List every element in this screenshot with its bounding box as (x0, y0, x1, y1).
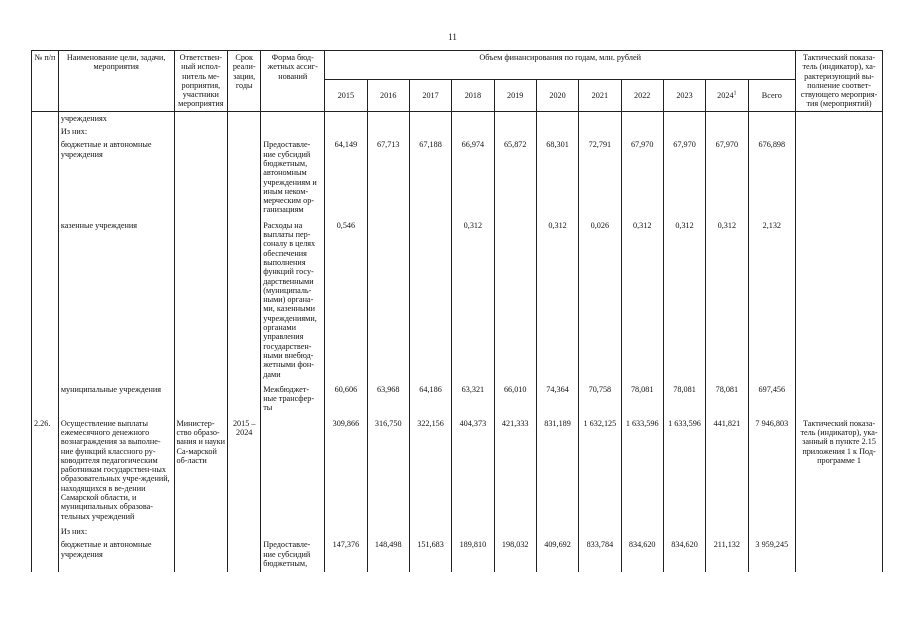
row-value-2015: 0,546 (325, 219, 367, 383)
row-value-2016 (367, 219, 409, 383)
row-value-2018: 66,974 (452, 138, 494, 218)
row-value-2018: 0,312 (452, 219, 494, 383)
row-responsible (174, 111, 228, 125)
row-name: бюджетные и автономные учреждения (58, 138, 174, 218)
row-name: муниципальные учреждения (58, 383, 174, 417)
header-year-2015: 2015 (325, 80, 367, 112)
table-row (32, 525, 883, 538)
row-value-2017 (409, 219, 451, 383)
row-value-2024 (706, 111, 748, 125)
header-indicator: Тактический показа-тель (индикатор), ха-рактеризующий вы-полнение соответ-ствующего мероприя-тия (мероприятий) (796, 51, 883, 112)
row-indicator (796, 525, 883, 538)
table-row (32, 138, 883, 218)
row-value-2021 (579, 125, 621, 138)
row-value-2017 (409, 111, 451, 125)
row-value-2016: 148,498 (367, 538, 409, 572)
row-indicator (796, 219, 883, 383)
row-value-2023: 1 633,596 (663, 417, 705, 525)
row-number (32, 138, 59, 218)
row-value-2017: 322,156 (409, 417, 451, 525)
row-value-2023: 78,081 (663, 383, 705, 417)
row-value-2019 (494, 111, 536, 125)
row-value-2022: 67,970 (621, 138, 663, 218)
table-row (32, 417, 883, 525)
header-term: Срок реали-зации, годы (228, 51, 261, 112)
row-value-2015: 147,376 (325, 538, 367, 572)
row-total: 3 959,245 (748, 538, 796, 572)
row-value-2023: 0,312 (663, 219, 705, 383)
row-value-2023: 67,970 (663, 138, 705, 218)
financing-table (31, 50, 883, 572)
row-number (32, 383, 59, 417)
header-year-2018: 2018 (452, 80, 494, 112)
row-form: Предоставле-ние субсидий бюджетным, (261, 538, 325, 572)
row-value-2020: 831,189 (536, 417, 578, 525)
row-value-2018: 404,373 (452, 417, 494, 525)
table-row (32, 219, 883, 383)
row-value-2023 (663, 111, 705, 125)
row-value-2020 (536, 111, 578, 125)
row-value-2021: 70,758 (579, 383, 621, 417)
row-total (748, 111, 796, 125)
row-value-2019 (494, 525, 536, 538)
row-value-2017: 151,683 (409, 538, 451, 572)
row-value-2024: 67,970 (706, 138, 748, 218)
header-year-2020: 2020 (536, 80, 578, 112)
row-form (261, 417, 325, 525)
row-name: казенные учреждения (58, 219, 174, 383)
row-indicator (796, 383, 883, 417)
row-value-2018 (452, 525, 494, 538)
header-year-2022: 2022 (621, 80, 663, 112)
row-value-2022 (621, 125, 663, 138)
row-responsible (174, 525, 228, 538)
row-term (228, 125, 261, 138)
header-form: Форма бюд-жетных ассиг-нований (261, 51, 325, 112)
row-indicator (796, 538, 883, 572)
table-row (32, 383, 883, 417)
row-value-2021: 72,791 (579, 138, 621, 218)
row-value-2020: 74,364 (536, 383, 578, 417)
row-name: Из них: (58, 125, 174, 138)
row-number (32, 111, 59, 125)
row-number (32, 219, 59, 383)
row-responsible (174, 125, 228, 138)
row-name: Осуществление выплаты ежемесячного денежного вознаграждения за выполне-ние функций классного ру-ководителя педагогическим работникам государствен-ных образовательных учре-ждений, находящихся в ве-дении Самарской области, и муниципальных образова-тельных учреждений (58, 417, 174, 525)
row-value-2018: 189,810 (452, 538, 494, 572)
row-value-2015 (325, 525, 367, 538)
row-responsible: Министер-ство образо-вания и науки Са-марской об-ласти (174, 417, 228, 525)
row-indicator (796, 125, 883, 138)
row-value-2024 (706, 525, 748, 538)
row-value-2022: 834,620 (621, 538, 663, 572)
row-indicator: Тактический показа-тель (индикатор), ука-занный в пункте 2.15 приложения 1 к Под-программе 1 (796, 417, 883, 525)
row-term (228, 383, 261, 417)
row-value-2016 (367, 125, 409, 138)
row-responsible (174, 138, 228, 218)
row-form: Предоставле-ние субсидий бюджетным, автономным учреждениям и иным неком-мерческим ор-ганизациям (261, 138, 325, 218)
row-value-2015 (325, 125, 367, 138)
row-form (261, 525, 325, 538)
row-value-2018: 63,321 (452, 383, 494, 417)
footnote-mark: 1 (733, 90, 737, 96)
row-form: Расходы на выплаты пер-соналу в целях обеспечения выполнения функций госу-дарственными (муниципаль-ными) органа-ми, казенными учреждениями, органами управления государствен-ными внебюд-жетными фон-дами (261, 219, 325, 383)
row-name: бюджетные и автономные учреждения (58, 538, 174, 572)
row-value-2019: 66,010 (494, 383, 536, 417)
header-year-2016: 2016 (367, 80, 409, 112)
row-value-2016 (367, 525, 409, 538)
row-value-2015: 309,866 (325, 417, 367, 525)
row-value-2022: 1 633,596 (621, 417, 663, 525)
row-indicator (796, 138, 883, 218)
row-value-2016: 316,750 (367, 417, 409, 525)
row-indicator (796, 111, 883, 125)
row-name: Из них: (58, 525, 174, 538)
row-responsible (174, 538, 228, 572)
row-total: 697,456 (748, 383, 796, 417)
row-name: учреждениях (58, 111, 174, 125)
row-total (748, 125, 796, 138)
header-year-2019: 2019 (494, 80, 536, 112)
row-value-2022: 78,081 (621, 383, 663, 417)
row-total: 676,898 (748, 138, 796, 218)
page-number: 11 (448, 32, 457, 42)
row-responsible (174, 219, 228, 383)
header-year-2023: 2023 (663, 80, 705, 112)
row-value-2024: 441,821 (706, 417, 748, 525)
row-value-2019: 421,333 (494, 417, 536, 525)
row-term (228, 138, 261, 218)
row-value-2017 (409, 525, 451, 538)
row-term: 2015 – 2024 (228, 417, 261, 525)
row-value-2024: 78,081 (706, 383, 748, 417)
row-value-2016 (367, 111, 409, 125)
header-volume: Объем финансирования по годам, млн. рублей (325, 51, 796, 80)
header-year-2021: 2021 (579, 80, 621, 112)
row-value-2024: 211,132 (706, 538, 748, 572)
row-term (228, 219, 261, 383)
row-total: 7 946,803 (748, 417, 796, 525)
row-value-2019 (494, 219, 536, 383)
row-form (261, 111, 325, 125)
row-value-2020 (536, 525, 578, 538)
row-value-2019: 198,032 (494, 538, 536, 572)
header-num: № п/п (32, 51, 59, 112)
row-value-2016: 63,968 (367, 383, 409, 417)
row-number (32, 525, 59, 538)
row-value-2017: 67,188 (409, 138, 451, 218)
row-value-2022 (621, 525, 663, 538)
row-value-2022 (621, 111, 663, 125)
row-value-2017 (409, 125, 451, 138)
row-value-2020: 68,301 (536, 138, 578, 218)
row-value-2016: 67,713 (367, 138, 409, 218)
row-value-2019: 65,872 (494, 138, 536, 218)
row-value-2023 (663, 525, 705, 538)
row-value-2020 (536, 125, 578, 138)
row-value-2024: 0,312 (706, 219, 748, 383)
row-value-2015 (325, 111, 367, 125)
row-value-2021 (579, 111, 621, 125)
row-value-2023: 834,620 (663, 538, 705, 572)
row-value-2017: 64,186 (409, 383, 451, 417)
header-name: Наименование цели, задачи, мероприятия (58, 51, 174, 112)
row-responsible (174, 383, 228, 417)
table-row (32, 111, 883, 125)
header-responsible: Ответствен-ный испол-нитель ме-роприятия, участники мероприятия (174, 51, 228, 112)
row-form: Межбюджет-ные трансфер-ты (261, 383, 325, 417)
row-value-2021 (579, 525, 621, 538)
row-value-2018 (452, 125, 494, 138)
row-form (261, 125, 325, 138)
header-year-2024: 2024$^1$ (706, 80, 748, 112)
row-value-2021: 1 632,125 (579, 417, 621, 525)
row-value-2019 (494, 125, 536, 138)
row-total (748, 525, 796, 538)
row-value-2021: 0,026 (579, 219, 621, 383)
row-value-2021: 833,784 (579, 538, 621, 572)
row-value-2023 (663, 125, 705, 138)
row-value-2015: 64,149 (325, 138, 367, 218)
header-total: Всего (748, 80, 796, 112)
row-value-2022: 0,312 (621, 219, 663, 383)
row-value-2024 (706, 125, 748, 138)
header-year-2017: 2017 (409, 80, 451, 112)
row-value-2018 (452, 111, 494, 125)
row-number (32, 125, 59, 138)
row-number: 2.26. (32, 417, 59, 525)
row-total: 2,132 (748, 219, 796, 383)
row-term (228, 538, 261, 572)
table-row (32, 538, 883, 572)
row-number (32, 538, 59, 572)
row-value-2020: 409,692 (536, 538, 578, 572)
row-term (228, 525, 261, 538)
table-row (32, 125, 883, 138)
row-value-2020: 0,312 (536, 219, 578, 383)
row-value-2015: 60,606 (325, 383, 367, 417)
row-term (228, 111, 261, 125)
